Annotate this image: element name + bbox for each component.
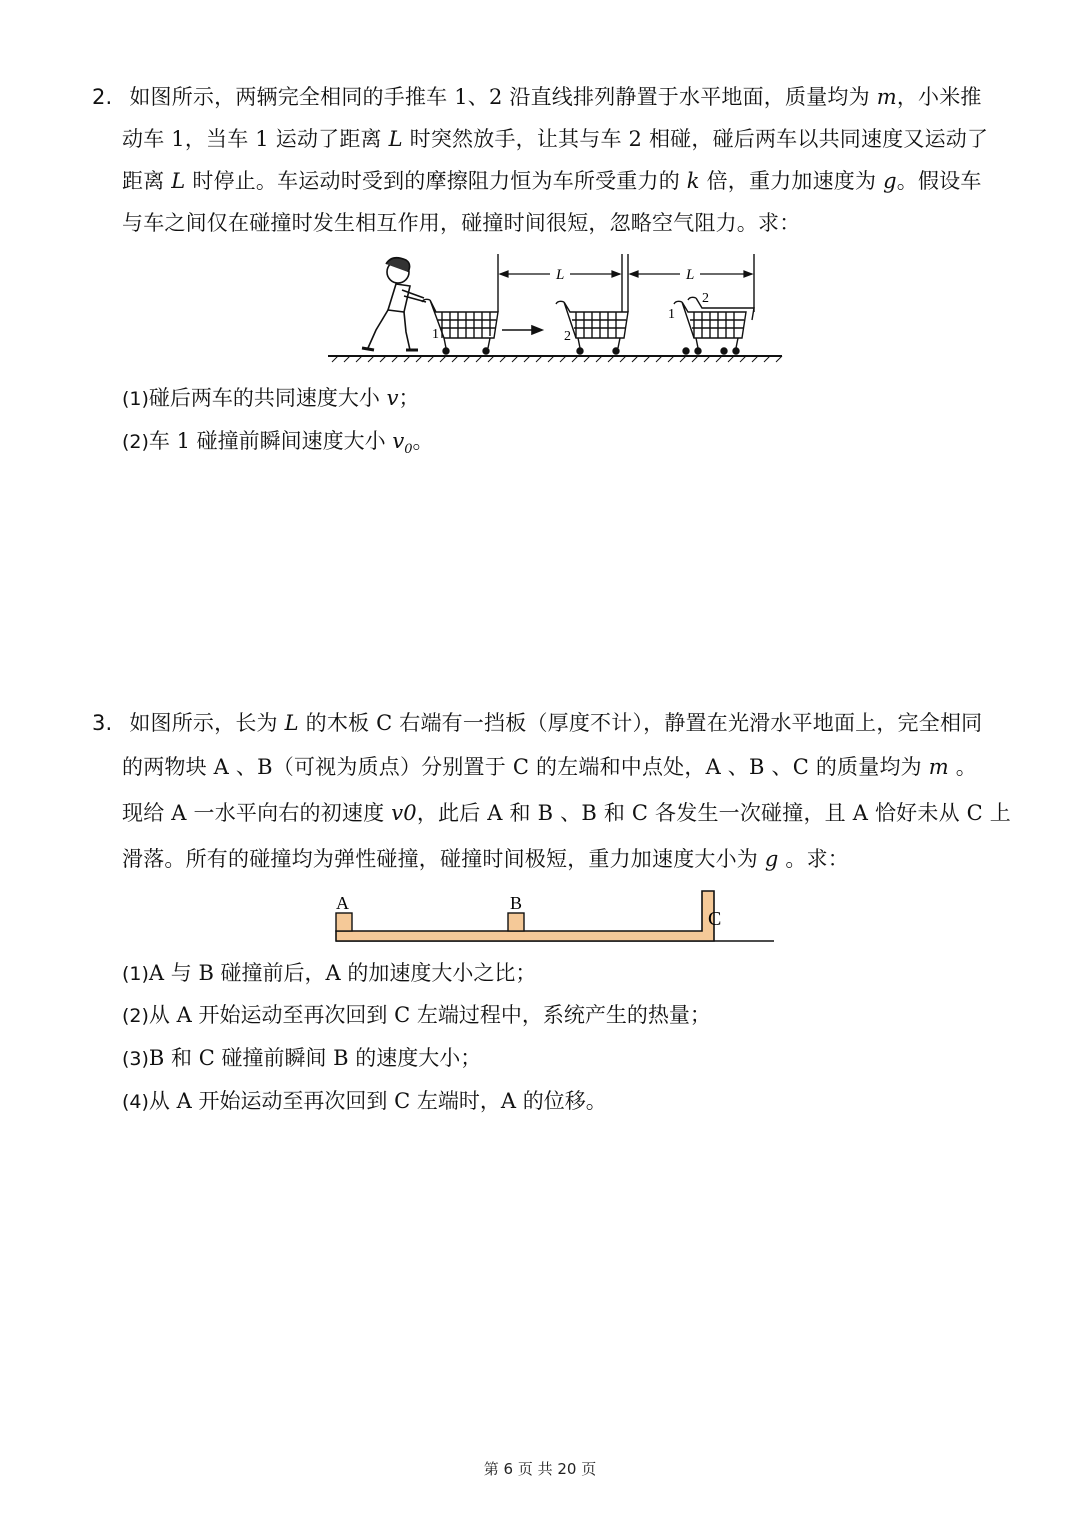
board-c — [336, 891, 714, 941]
block-a-label: A — [336, 893, 349, 913]
cart-1-label: 1 — [432, 327, 439, 342]
q2-line-1: 2. 如图所示，两辆完全相同的手推车 1、2 沿直线排列静置于水平地面，质量均为 m，小米推 — [92, 85, 982, 109]
q3-board-figure — [330, 885, 780, 947]
q2-line-2: 动车 1，当车 1 运动了距离 L 时突然放手，让其与车 2 相碰，碰后两车以共同速度又运动了 — [122, 127, 989, 151]
q3-sub-2: (2)从 A 开始运动至再次回到 C 左端过程中，系统产生的热量； — [122, 1003, 711, 1027]
q3-line-4: 滑落。所有的碰撞均为弹性碰撞，碰撞时间极短，重力加速度大小为 g 。求： — [122, 847, 850, 871]
q2-sub-1: (1)碰后两车的共同速度大小 v； — [122, 386, 420, 410]
combined-cart-label-2: 2 — [702, 291, 709, 306]
cart-2-label: 2 — [564, 329, 571, 344]
page-footer: 第 6 页 共 20 页 — [483, 1460, 597, 1478]
distance-label-2: L — [686, 267, 695, 283]
q3-sub-3: (3)B 和 C 碰撞前瞬间 B 的速度大小； — [122, 1046, 482, 1070]
q2-line-3: 距离 L 时停止。车运动时受到的摩擦阻力恒为车所受重力的 k 倍，重力加速度为 g。假设车 — [122, 169, 982, 193]
q3-sub-4: (4)从 A 开始运动至再次回到 C 左端时，A 的位移。 — [122, 1089, 607, 1113]
block-a — [336, 913, 352, 931]
q2-line-4: 与车之间仅在碰撞时发生相互作用，碰撞时间很短，忽略空气阻力。求： — [122, 211, 801, 235]
motion-arrow — [502, 326, 542, 334]
distance-arrows — [500, 271, 752, 277]
q3-line-3: 现给 A 一水平向右的初速度 v0，此后 A 和 B 、B 和 C 各发生一次碰撞，且 A 恰好未从 C 上 — [122, 801, 1011, 825]
cart-2 — [556, 301, 628, 354]
carts-combined — [674, 297, 754, 354]
q2-number: 2. — [92, 85, 113, 109]
combined-cart-label-1: 1 — [668, 307, 675, 322]
q3-number: 3. — [92, 711, 113, 735]
q2-cart-figure — [320, 250, 790, 370]
person-figure — [362, 258, 426, 350]
q3-line-2: 的两物块 A 、B（可视为质点）分别置于 C 的左端和中点处，A 、B 、C 的质量均为 m 。 — [122, 755, 977, 779]
distance-label-1: L — [556, 267, 565, 283]
block-b — [508, 913, 524, 931]
block-b-label: B — [510, 893, 523, 913]
q3-line-1: 3. 如图所示，长为 L 的木板 C 右端有一挡板（厚度不计），静置在光滑水平地面上，完全相同 — [92, 711, 983, 735]
board-c-label: C — [708, 908, 722, 930]
distance-markers — [498, 254, 754, 312]
q2-sub-2: (2)车 1 碰撞前瞬间速度大小 $v_0$。 — [122, 429, 434, 458]
q3-sub-1: (1)A 与 B 碰撞前后，A 的加速度大小之比； — [122, 961, 537, 985]
